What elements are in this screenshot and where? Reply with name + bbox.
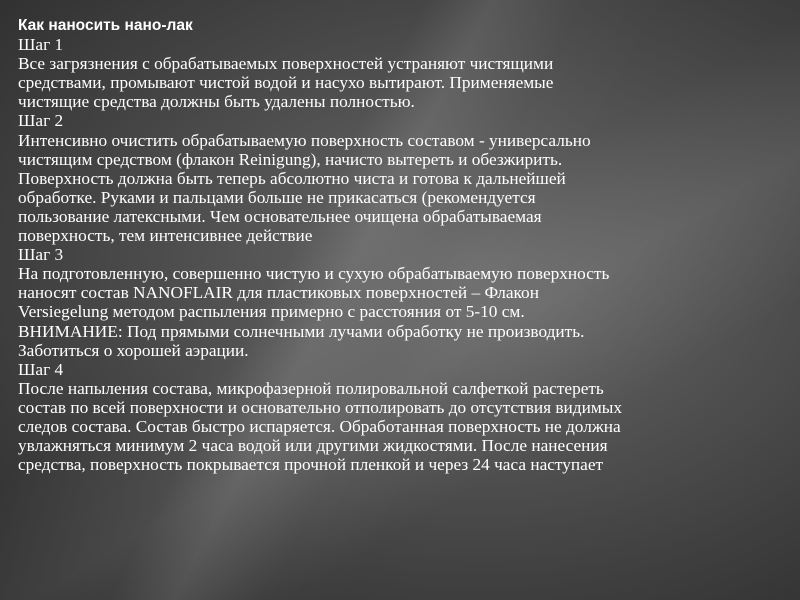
- text-line: Versiegelung методом распыления примерно с расстояния от 5-10 см.: [18, 302, 525, 322]
- text-line: состав по всей поверхности и основательно отполировать до отсутствия видимых: [18, 397, 623, 417]
- text-line: Все загрязнения с обрабатываемых поверхностей устраняют чистящими: [18, 54, 554, 74]
- text-line: наносят состав NANOFLAIR для пластиковых поверхностей – Флакон: [18, 283, 539, 303]
- text-line: Шаг 4: [18, 359, 64, 379]
- text-line: Поверхность должна быть теперь абсолютно чиста и готова к дальнейшей: [18, 168, 566, 188]
- text-line: Шаг 3: [18, 245, 64, 265]
- text-line: средства, поверхность покрывается прочной пленкой и через 24 часа наступает: [18, 455, 604, 475]
- text-line: обработке. Руками и пальцами больше не прикасаться (рекомендуется: [18, 187, 536, 207]
- text-line: чистящие средства должны быть удалены полностью.: [18, 92, 415, 112]
- slide-heading: Как наносить нано-лак: [18, 17, 193, 34]
- text-line: На подготовленную, совершенно чистую и сухую обрабатываемую поверхность: [18, 264, 610, 284]
- text-line: Заботиться о хорошей аэрации.: [18, 340, 249, 360]
- text-line: Шаг 2: [18, 111, 64, 131]
- text-line: поверхность, тем интенсивнее действие: [18, 226, 313, 246]
- text-line: средствами, промывают чистой водой и насухо вытирают. Применяемые: [18, 73, 554, 93]
- text-line: увлажняться минимум 2 часа водой или другими жидкостями. После нанесения: [18, 436, 608, 456]
- text-line: ВНИМАНИЕ: Под прямыми солнечными лучами обработку не производить.: [18, 321, 585, 341]
- text-line: Интенсивно очистить обрабатываемую поверхность составом - универсально: [18, 130, 591, 150]
- text-line: Шаг 1: [18, 35, 64, 55]
- text-line: После напыления состава, микрофазерной полировальной салфеткой растереть: [18, 378, 604, 398]
- text-line: пользование латексными. Чем основательнее очищена обрабатываемая: [18, 206, 542, 226]
- instruction-text-block: [18, 16, 788, 474]
- text-line: чистящим средством (флакон Reinigung), начисто вытереть и обезжирить.: [18, 149, 563, 169]
- text-line: следов состава. Состав быстро испаряется. Обработанная поверхность не должна: [18, 416, 621, 436]
